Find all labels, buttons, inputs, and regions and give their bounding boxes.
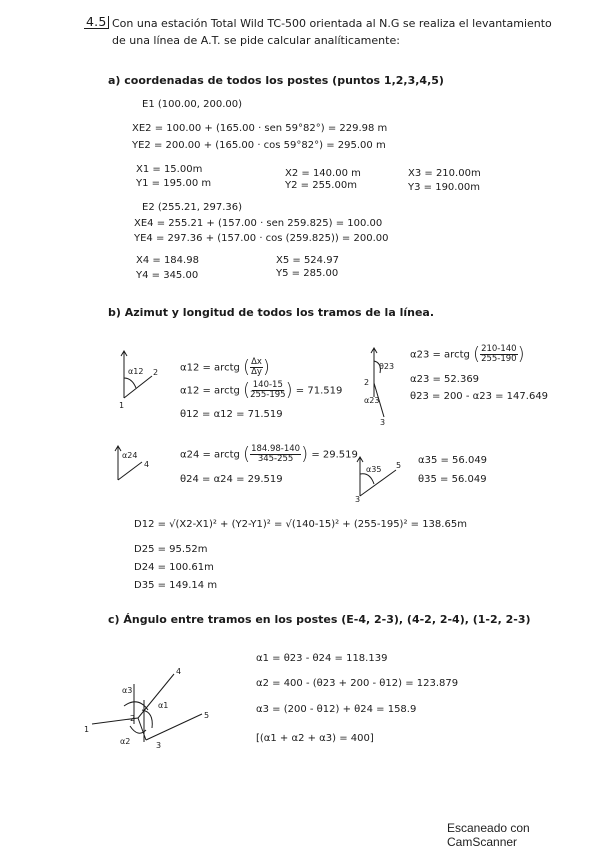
coord-x4: X4 = 184.98 xyxy=(136,255,199,266)
b-d12: D12 = √(X2-X1)² + (Y2-Y1)² = √(140-15)² + (255-195)² = 138.65m xyxy=(134,519,467,530)
b-a24-def: α24 = arctg ( $\frac{184.98-140}{345-255}$ ) = 29.519 xyxy=(180,443,358,465)
sk3-p4: 4 xyxy=(144,460,150,469)
problem-statement-line2: de una línea de A.T. se pide calcular analíticamente: xyxy=(112,34,400,47)
section-c-title: c) Ángulo entre tramos en los postes (E-4, 2-3), (4-2, 2-4), (1-2, 2-3) xyxy=(108,613,531,626)
c-alpha1: α1 = θ23 - θ24 = 118.139 xyxy=(256,653,388,664)
sketch-azimuth-24 xyxy=(112,444,152,486)
b-th24: θ24 = α24 = 29.519 xyxy=(180,474,283,485)
problem-number: 4.5 xyxy=(84,16,109,29)
c-sum: [(α1 + α2 + α3) = 400] xyxy=(256,733,374,744)
sk1-p2: 2 xyxy=(153,368,159,377)
sk5-p3: 3 xyxy=(156,741,162,750)
sk5-p5: 5 xyxy=(204,711,210,720)
coord-x5: X5 = 524.97 xyxy=(276,255,339,266)
calc-xe4: XE4 = 255.21 + (157.00 · sen 259.825) = 100.00 xyxy=(134,218,383,229)
coord-y4: Y4 = 345.00 xyxy=(136,270,199,281)
c-alpha2: α2 = 400 - (θ23 + 200 - θ12) = 123.879 xyxy=(256,678,459,689)
b-d25: D25 = 95.52m xyxy=(134,544,208,555)
b-th35: θ35 = 56.049 xyxy=(418,474,487,485)
coord-y2: Y2 = 255.00m xyxy=(285,180,357,191)
b-a12-def-num: Δx xyxy=(251,357,262,367)
b-d35: D35 = 149.14 m xyxy=(134,580,218,591)
b-th12: θ12 = α12 = 71.519 xyxy=(180,409,283,420)
sk5-p4: 4 xyxy=(176,667,182,676)
coord-y5: Y5 = 285.00 xyxy=(276,268,339,279)
scanner-watermark: Escaneado con CamScanner xyxy=(447,821,530,849)
sketch-azimuth-23 xyxy=(356,345,396,425)
problem-statement-line1: Con una estación Total Wild TC-500 orientada al N.G se realiza el levantamiento xyxy=(112,17,552,30)
sk2-p2: 2 xyxy=(364,378,370,387)
sk4-a35: α35 xyxy=(366,465,382,474)
sk1-p1: 1 xyxy=(119,401,125,410)
sk3-a24: α24 xyxy=(122,451,138,460)
sk5-a1: α1 xyxy=(158,701,169,710)
calc-ye2: YE2 = 200.00 + (165.00 · cos 59°82°) = 295.00 m xyxy=(132,140,386,151)
sk2-th23: θ23 xyxy=(379,362,395,371)
section-a-title: a) coordenadas de todos los postes (puntos 1,2,3,4,5) xyxy=(108,74,444,87)
point-e2: E2 (255.21, 297.36) xyxy=(142,202,242,213)
sk4-p3: 3 xyxy=(355,495,361,504)
point-e1: E1 (100.00, 200.00) xyxy=(142,99,242,110)
calc-ye4: YE4 = 297.36 + (157.00 · cos (259.825)) = 200.00 xyxy=(134,233,389,244)
sk5-a2: α2 xyxy=(120,737,131,746)
b-a12-val: α12 = arctg ( $\frac{140-15}{255-195}$ ) = 71.519 xyxy=(180,379,343,401)
sk2-a23: α23 xyxy=(364,396,380,405)
sketch-angles xyxy=(82,668,218,750)
b-a35: α35 = 56.049 xyxy=(418,455,488,466)
coord-x1: X1 = 15.00m xyxy=(136,164,203,175)
sk5-p2: 2 xyxy=(130,714,136,723)
b-d24: D24 = 100.61m xyxy=(134,562,214,573)
sk1-a12: α12 xyxy=(128,367,144,376)
sketch-azimuth-12 xyxy=(118,348,158,408)
coord-y3: Y3 = 190.00m xyxy=(408,182,480,193)
b-a23-def: α23 = arctg ( $\frac{210-140}{255-190}$ ) xyxy=(410,343,525,365)
sk5-a3: α3 xyxy=(122,686,133,695)
sk5-p1: 1 xyxy=(84,725,90,734)
coord-x3: X3 = 210.00m xyxy=(408,168,481,179)
coord-x2: X2 = 140.00 m xyxy=(285,168,361,179)
b-a12-def: α12 = arctg ( $\frac{\Delta x}{\Delta y}$ ) xyxy=(180,356,270,378)
calc-xe2: XE2 = 100.00 + (165.00 · sen 59°82°) = 229.98 m xyxy=(132,123,388,134)
sk2-p3: 3 xyxy=(380,418,386,427)
sk4-p5: 5 xyxy=(396,461,402,470)
b-th23: θ23 = 200 - α23 = 147.649 xyxy=(410,391,549,402)
section-b-title: b) Azimut y longitud de todos los tramos de la línea. xyxy=(108,306,435,319)
sketch-azimuth-35 xyxy=(352,452,402,502)
c-alpha3: α3 = (200 - θ12) + θ24 = 158.9 xyxy=(256,704,417,715)
b-a23-val: α23 = 52.369 xyxy=(410,374,480,385)
b-a12-def-den: Δy xyxy=(251,367,262,377)
coord-y1: Y1 = 195.00 m xyxy=(136,178,212,189)
